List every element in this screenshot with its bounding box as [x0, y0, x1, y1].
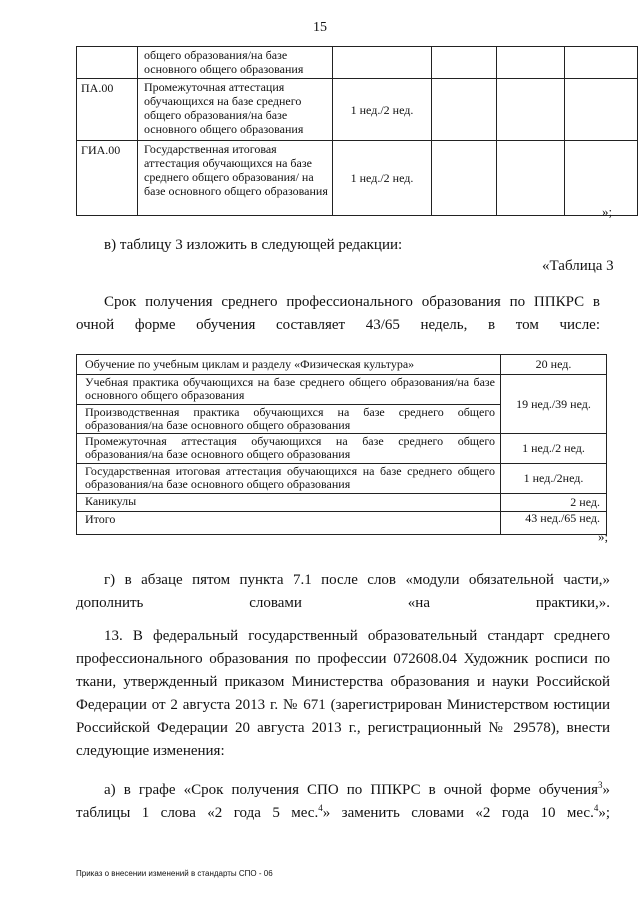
item-v: в) таблицу 3 изложить в следующей редакции: [104, 237, 403, 253]
table2-empty-cell [432, 141, 497, 216]
footnote-ref-4b: 4 [593, 803, 599, 813]
table-row [77, 512, 607, 535]
table2-empty-cell [565, 47, 638, 79]
table3-value: 19 нед./39 нед. [501, 375, 607, 434]
table3-desc: Обучение по учебным циклам и разделу «Физическая культура» [77, 355, 501, 375]
table2-code: ПА.00 [77, 79, 138, 141]
item-a [76, 779, 610, 825]
table-row [77, 141, 638, 216]
item-13: 13. В федеральный государственный образовательный стандарт среднего профессионального образования по профессии 072608.04 Художник росписи по ткани, утвержденный приказом Министерства образования и науки Российской Федерации от 2 августа 2013 г. № 671 (зарегистрирован Министерством юстиции Российской Федерации 20 августа 2013 г., регистрационный № 29578), внести следующие изменения: [76, 628, 610, 759]
table-row [77, 375, 607, 405]
table3-desc: Каникулы [77, 494, 501, 512]
table-row [77, 494, 607, 512]
table3-closing-quote: »; [598, 529, 609, 544]
table3-desc: Итого [77, 512, 501, 535]
table3-desc: Государственная итоговая аттестация обучающихся на базе среднего общего образования/на базе основного общего образования [77, 464, 501, 494]
table3-value: 43 нед./65 нед. [501, 512, 607, 535]
table3-intro: Срок получения среднего профессионального образования по ППКРС в очной форме обучения составляет 43/65 недель, в том числе: [76, 294, 600, 333]
footnote-ref-3: 3 [598, 780, 603, 790]
table2-empty-cell [432, 79, 497, 141]
table-row [77, 434, 607, 464]
item-a-part4: »; [598, 805, 610, 821]
page-number: 15 [313, 20, 327, 35]
table2-duration: 1 нед./2 нед. [333, 141, 432, 216]
table2-code [77, 47, 138, 79]
table-row [77, 464, 607, 494]
table3-value: 1 нед./2 нед. [501, 434, 607, 464]
table3 [76, 354, 607, 535]
table-row [77, 47, 638, 79]
item-a-part3: » заменить словами «2 года 10 мес. [322, 805, 594, 821]
table3-value: 1 нед./2нед. [501, 464, 607, 494]
table3-value: 2 нед. [501, 494, 607, 512]
table2-duration [333, 47, 432, 79]
table2-code: ГИА.00 [77, 141, 138, 216]
footnote-ref-4: 4 [318, 803, 323, 813]
table2-empty-cell [497, 141, 565, 216]
table3-desc: Промежуточная аттестация обучающихся на базе среднего общего образования/на базе основного общего образования [77, 434, 501, 464]
table3-desc: Производственная практика обучающихся на базе среднего общего образования/на базе основного общего образования [77, 405, 501, 434]
table2-name: общего образования/на базе основного общего образования [138, 47, 333, 79]
table2-empty-cell [497, 79, 565, 141]
table2-name: Промежуточная аттестация обучающихся на базе среднего общего образования/на базе основного общего образования [138, 79, 333, 141]
table2-empty-cell [432, 47, 497, 79]
table-row [77, 355, 607, 375]
table3-desc: Учебная практика обучающихся на базе среднего общего образования/на базе основного общего образования [77, 375, 501, 405]
item-a-part2: » таблицы 1 слова «2 года 5 мес. [76, 782, 610, 821]
table3-caption: «Таблица 3 [542, 258, 614, 274]
table2-closing-quote: »; [602, 204, 613, 219]
table2-name: Государственная итоговая аттестация обучающихся на базе среднего общего образования/ на базе основного общего образования [138, 141, 333, 216]
item-g: г) в абзаце пятом пункта 7.1 после слов «модули обязательной части,» дополнить словами «на практики,». [76, 572, 610, 611]
table2-duration: 1 нед./2 нед. [333, 79, 432, 141]
footer-note: Приказ о внесении изменений в стандарты СПО - 06 [76, 869, 273, 878]
table3-value: 20 нед. [501, 355, 607, 375]
table-row [77, 79, 638, 141]
table2-empty-cell [497, 47, 565, 79]
item-a-part1: а) в графе «Срок получения СПО по ППКРС в очной форме обучения [104, 782, 598, 798]
table2 [76, 46, 638, 216]
table2-empty-cell [565, 79, 638, 141]
table2-empty-cell [565, 141, 638, 216]
